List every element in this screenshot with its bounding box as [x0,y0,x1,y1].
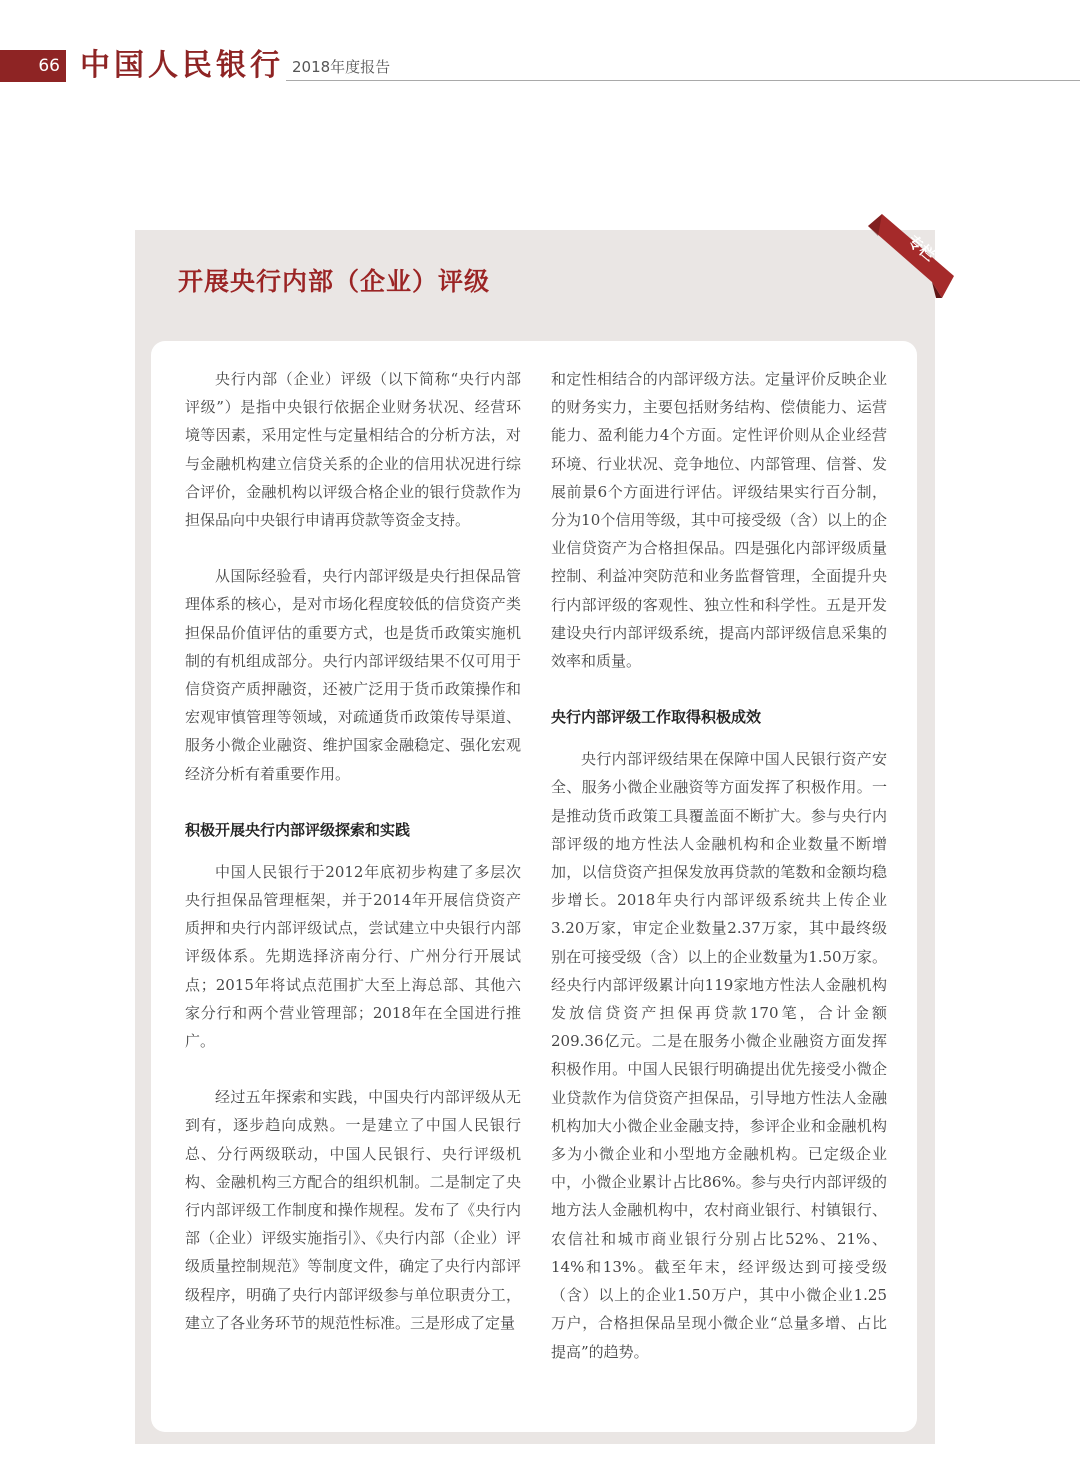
page-number: 66 [0,50,66,82]
paragraph-results: 央行内部评级结果在保障中国人民银行资产安全、服务小微企业融资等方面发挥了积极作用。一是推动货币政策工具覆盖面不断扩大。参与央行内部评级的地方性法人金融机构和企业数量不断增加，以信贷资产担保发放再贷款的笔数和金额均稳步增长。2018年央行内部评级系统共上传企业3.20万家，审定企业数量2.37万家，其中最终级别在可接受级（含）以上的企业数量为1.50万家。经央行内部评级累计向119家地方性法人金融机构发放信贷资产担保再贷款170笔，合计金额209.36亿元。二是在服务小微企业融资方面发挥积极作用。中国人民银行明确提出优先接受小微企业贷款作为信贷资产担保品，引导地方性法人金融机构加大小微企业金融支持，参评企业和金融机构多为小微企业和小型地方金融机构。已定级企业中，小微企业累计占比86%。参与央行内部评级的地方法人金融机构中，农村商业银行、村镇银行、农信社和城市商业银行分别占比52%、21%、14%和13%。截至年末，经评级达到可接受级（含）以上的企业1.50万户，其中小微企业1.25万户，合格担保品呈现小微企业“总量多增、占比提高”的趋势。 [551,750,887,1361]
paragraph-pilot-history: 中国人民银行于2012年底初步构建了多层次央行担保品管理框架，并于2014年开展信贷资产质押和央行内部评级试点，尝试建立中央银行内部评级体系。先期选择济南分行、广州分行开展试点；2015年将试点范围扩大至上海总部、其他六家分行和两个营业管理部；2018年在全国进行推广。 [185,862,521,1051]
header-divider [286,80,1080,81]
article-column-right [551,365,887,1366]
paragraph-five-years: 经过五年探索和实践，中国央行内部评级从无到有，逐步趋向成熟。一是建立了中国人民银行总、分行两级联动，中国人民银行、央行评级机构、金融机构三方配合的组织机制。二是制定了央行内部评级工作制度和操作规程。发布了《央行内部（企业）评级实施指引》、《央行内部（企业）评级质量控制规范》等制度文件，确定了央行内部评级程序，明确了央行内部评级参与单位职责分工，建立了各业务环节的规范性标准。三是形成了定量 [185,1088,521,1332]
bank-name-logo: 中国人民银行 [80,48,284,83]
paragraph-international-experience: 从国际经验看，央行内部评级是央行担保品管理体系的核心，是对市场化程度较低的信贷资产类担保品价值评估的重要方式，也是货币政策实施机制的有机组成部分。央行内部评级结果不仅可用于信贷资产质押融资，还被广泛用于货币政策操作和宏观审慎管理等领域，对疏通货币政策传导渠道、服务小微企业融资、维护国家金融稳定、强化宏观经济分析有着重要作用。 [185,567,521,783]
report-label: 2018年度报告 [292,58,391,76]
ribbon-label: 专栏 [903,231,939,265]
paragraph-method-continued: 和定性相结合的内部评级方法。定量评价反映企业的财务实力，主要包括财务结构、偿债能力、运营能力、盈利能力4个方面。定性评价则从企业经营环境、行业状况、竞争地位、内部管理、信誉、发展前景6个方面进行评估。评级结果实行百分制，分为10个信用等级，其中可接受级（含）以上的企业信贷资产为合格担保品。四是强化内部评级质量控制、利益冲突防范和业务监督管理，全面提升央行内部评级的客观性、独立性和科学性。五是开发建设央行内部评级系统，提高内部评级信息采集的效率和质量。 [551,370,887,671]
article-column-left [185,365,521,1337]
page-header [0,0,1080,110]
paragraph-definition: 央行内部（企业）评级（以下简称“央行内部评级”）是指中央银行依据企业财务状况、经营环境等因素，采用定性与定量相结合的分析方法，对与金融机构建立信贷关系的企业的信用状况进行综合评价，金融机构以评级合格企业的银行贷款作为担保品向中央银行申请再贷款等资金支持。 [185,370,521,530]
section-heading-exploration: 积极开展央行内部评级探索和实践 [185,820,411,839]
panel-title: 开展央行内部（企业）评级 [178,267,491,296]
ribbon-badge-icon [868,214,954,298]
section-heading-results: 央行内部评级工作取得积极成效 [551,708,762,727]
